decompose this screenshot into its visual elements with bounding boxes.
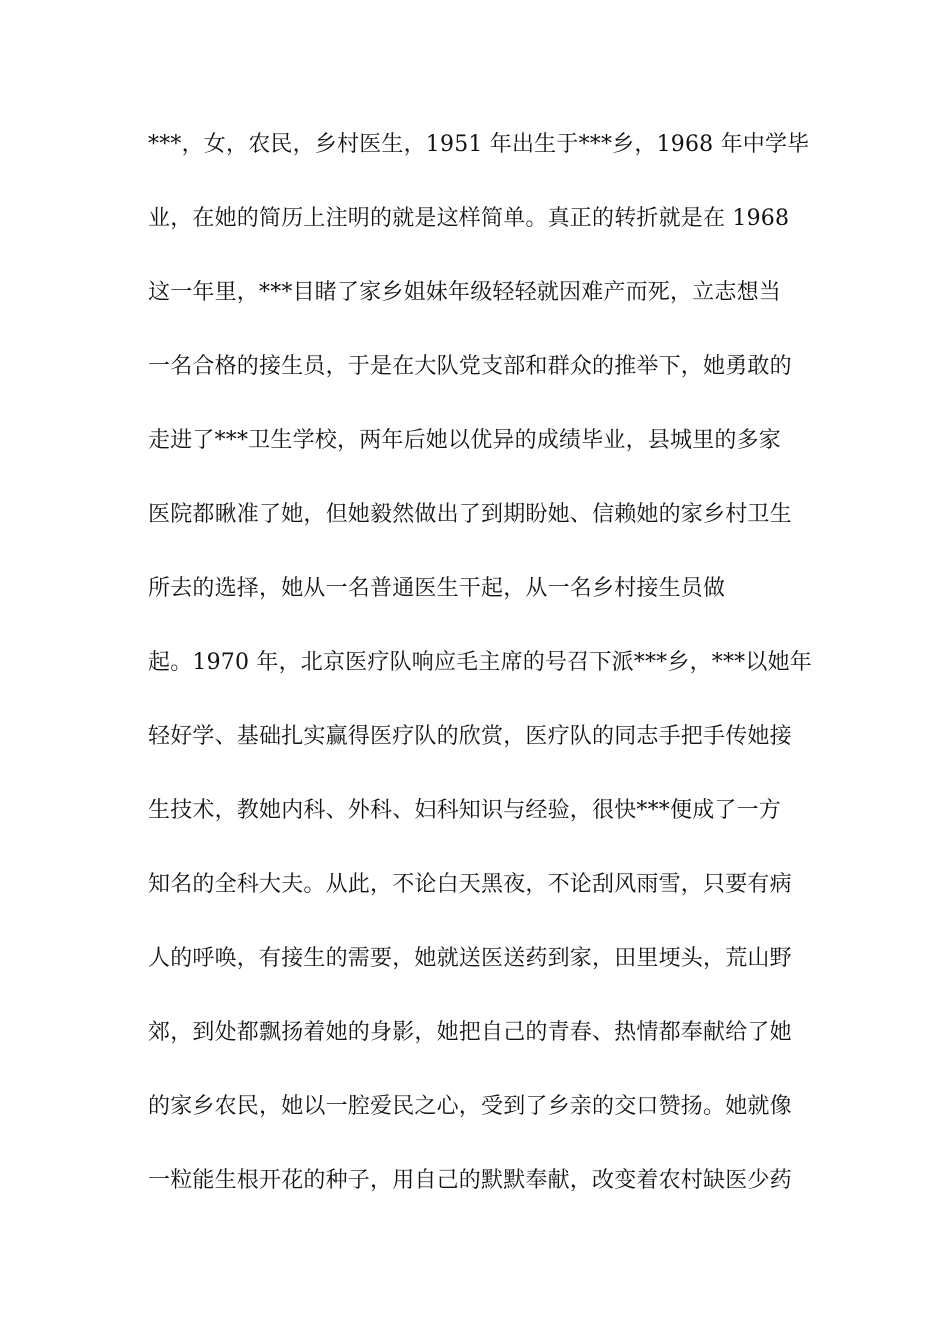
text-line: 轻好学、基础扎实赢得医疗队的欣赏，医疗队的同志手把手传她接 (148, 724, 792, 749)
text-line: 一名合格的接生员，于是在大队党支部和群众的推举下，她勇敢的 (148, 354, 792, 379)
text-line: 一粒能生根开花的种子，用自己的默默奉献，改变着农村缺医少药 (148, 1168, 792, 1193)
text-line: 这一年里，***目睹了家乡姐妹年级轻轻就因难产而死，立志想当 (148, 280, 782, 305)
text-line: 知名的全科大夫。从此，不论白天黑夜，不论刮风雨雪，只要有病 (148, 872, 792, 897)
body-text (148, 130, 812, 1240)
text-line: 的家乡农民，她以一腔爱民之心，受到了乡亲的交口赞扬。她就像 (148, 1094, 792, 1119)
text-line: 生技术，教她内科、外科、妇科知识与经验，很快***便成了一方 (148, 798, 782, 823)
text-line: 所去的选择，她从一名普通医生干起，从一名乡村接生员做 (148, 576, 726, 601)
text-line: 业，在她的简历上注明的就是这样简单。真正的转折就是在 1968 (148, 206, 790, 231)
text-line: 走进了***卫生学校，两年后她以优异的成绩毕业，县城里的多家 (148, 428, 782, 453)
text-line: 郊，到处都飘扬着她的身影，她把自己的青春、热情都奉献给了她 (148, 1020, 792, 1045)
text-line: 人的呼唤，有接生的需要，她就送医送药到家，田里埂头，荒山野 (148, 946, 792, 971)
text-line: ***，女，农民，乡村医生，1951 年出生于***乡，1968 年中学毕 (148, 132, 810, 157)
text-line: 医院都瞅准了她，但她毅然做出了到期盼她、信赖她的家乡村卫生 (148, 502, 792, 527)
text-line: 起。1970 年，北京医疗队响应毛主席的号召下派***乡，***以她年 (148, 650, 812, 675)
